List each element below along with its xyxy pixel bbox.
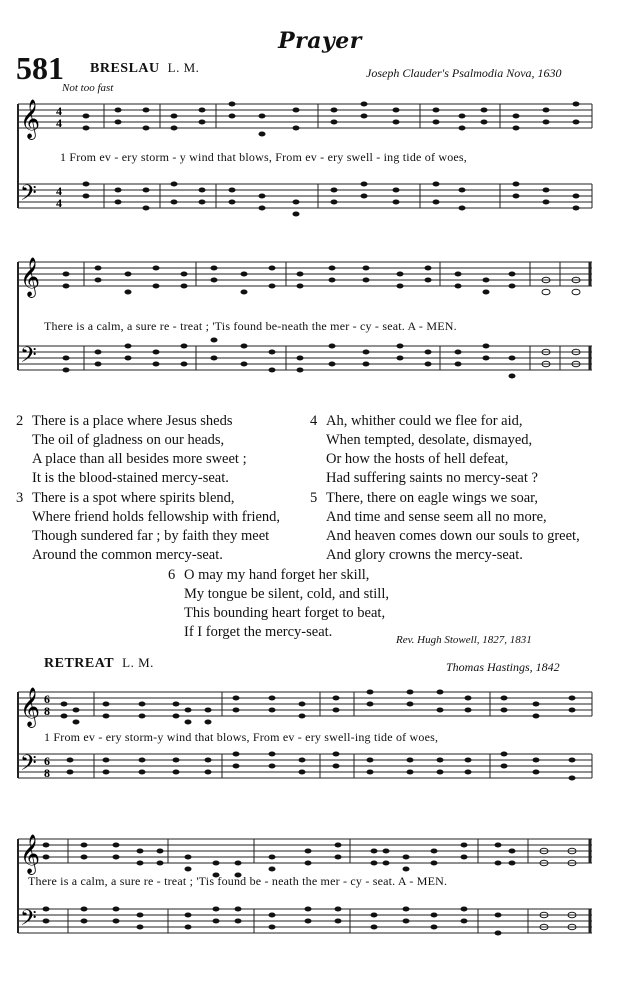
tune-composer: Thomas Hastings, 1842: [446, 660, 560, 674]
verse-6: [168, 566, 389, 642]
hymn-number: 581: [16, 50, 64, 86]
svg-text:6: 6: [44, 754, 50, 768]
notes-bass: [83, 182, 580, 217]
verse-line: If I forget the mercy-seat.: [184, 624, 333, 640]
section-title: Prayer: [278, 28, 362, 54]
verse-4: [310, 412, 538, 488]
treble-clef-icon: 𝄞: [20, 687, 41, 727]
svg-text:4: 4: [56, 184, 62, 198]
verse-line: There is a place where Jesus sheds: [32, 413, 233, 429]
treble-clef-icon: 𝄞: [20, 257, 41, 297]
bar-lines: [84, 262, 590, 370]
verse-line: Where friend holds fellowship with friend,: [32, 509, 281, 525]
verse-line: There is a spot where spirits blend,: [32, 490, 235, 506]
verse-line: And time and sense seem all no more,: [326, 509, 547, 525]
hymn-author: Rev. Hugh Stowell, 1827, 1831: [396, 634, 532, 646]
treble-clef-icon: 𝄞: [20, 834, 41, 874]
verse-line: A place than all besides more sweet ;: [32, 451, 247, 467]
bass-clef-icon: 𝄢: [20, 343, 37, 373]
lyrics-line-3: 1 From ev - ery storm-y wind that blows, From ev - ery swell-ing tide of woes,: [44, 730, 439, 744]
music-system-1: [0, 90, 640, 250]
verse-line: And heaven comes down our souls to greet,: [326, 528, 580, 544]
verse-line: Though sundered far ; by faith they meet: [32, 528, 270, 544]
tune-meter: L. M.: [167, 60, 200, 75]
svg-text:4: 4: [56, 116, 62, 130]
staff-lines-treble: [18, 262, 592, 286]
verse-line: O may my hand forget her skill,: [184, 567, 370, 583]
svg-text:4: 4: [56, 196, 62, 210]
tempo-marking: Not too fast: [62, 82, 114, 94]
verse-number: 5: [310, 490, 318, 506]
verse-line: Or how the hosts of hell defeat,: [326, 451, 509, 467]
notes-treble: [83, 102, 580, 137]
verse-3: [16, 489, 280, 565]
verse-line: Ah, whither could we flee for aid,: [326, 413, 523, 429]
verse-line: Around the common mercy-seat.: [32, 547, 223, 563]
staff-lines-bass: [18, 346, 592, 370]
treble-clef-icon: 𝄞: [20, 99, 41, 139]
bass-clef-icon: 𝄢: [20, 751, 37, 781]
verse-line: Had suffering saints no mercy-seat ?: [326, 470, 538, 486]
tune-name-label: BRESLAU: [90, 61, 160, 76]
svg-text:8: 8: [44, 704, 50, 718]
time-signature: 4: [56, 104, 62, 118]
notes-treble: [43, 843, 577, 878]
svg-text:8: 8: [44, 766, 50, 780]
verse-5: [310, 489, 580, 565]
notes-treble: [61, 690, 576, 725]
verse-line: When tempted, desolate, dismayed,: [326, 432, 533, 448]
lyrics-line-4: There is a calm, a sure re - treat ; 'Tis found be - neath the mer - cy - seat. A - MEN.: [28, 874, 448, 888]
tune-name-breslau: [90, 60, 199, 77]
verse-line: There, there on eagle wings we soar,: [326, 490, 538, 506]
verse-number: 6: [168, 567, 176, 583]
lyrics-line-1: 1 From ev - ery storm - y wind that blows, From ev - ery swell - ing tide of woes,: [60, 150, 468, 164]
verse-line: The oil of gladness on our heads,: [32, 432, 225, 448]
time-signature: 6: [44, 692, 50, 706]
bass-clef-icon: 𝄢: [20, 181, 37, 211]
verse-line: This bounding heart forget to beat,: [184, 605, 386, 621]
verse-line: It is the blood-stained mercy-seat.: [32, 470, 229, 486]
verse-line: And glory crowns the mercy-seat.: [326, 547, 523, 563]
verse-2: [16, 412, 247, 488]
tune-name-label: RETREAT: [44, 656, 115, 671]
lyrics-line-2: There is a calm, a sure re - treat ; 'Tis found be-neath the mer - cy - seat. A - MEN.: [44, 319, 457, 333]
tune-name-retreat: [44, 655, 154, 672]
verse-number: 2: [16, 413, 24, 429]
verse-number: 4: [310, 413, 318, 429]
tune-source: Joseph Clauder's Psalmodia Nova, 1630: [366, 66, 562, 80]
verse-line: My tongue be silent, cold, and still,: [184, 586, 389, 602]
music-system-4: [0, 825, 640, 995]
tune-meter: L. M.: [122, 655, 154, 670]
verse-number: 3: [16, 490, 24, 506]
music-system-3: [0, 680, 640, 830]
bass-clef-icon: 𝄢: [20, 906, 37, 936]
